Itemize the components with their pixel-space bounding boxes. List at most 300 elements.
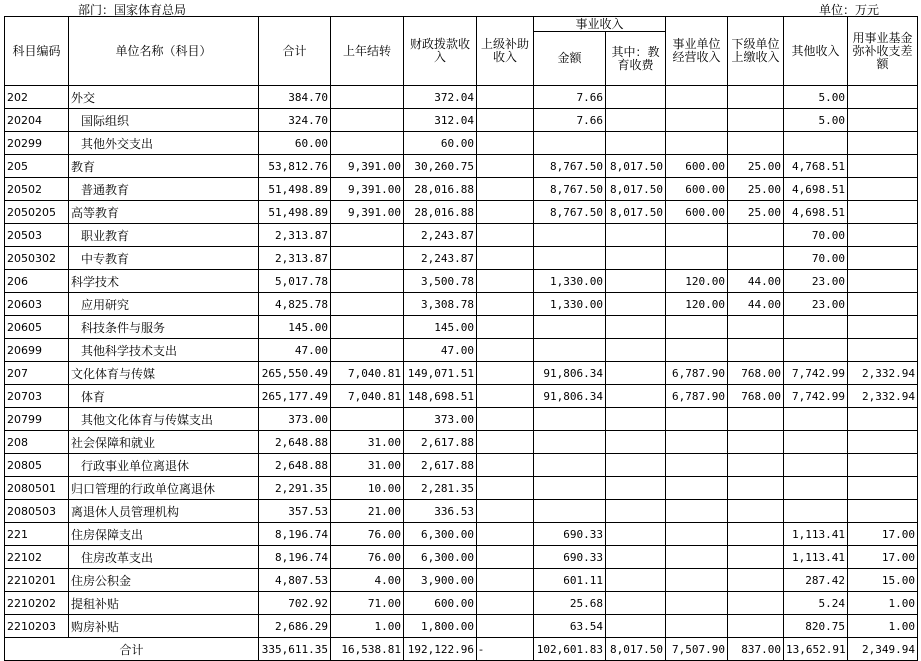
cell-superior [477,569,534,592]
cell-name: 购房补贴 [69,615,259,638]
cell-edu [606,454,666,477]
cell-subordinate [728,339,784,362]
cell-other: 23.00 [784,293,848,316]
cell-edu [606,477,666,500]
cell-name: 外交 [69,86,259,109]
cell-carryover [331,408,404,431]
table-row [5,592,918,615]
cell-other: 23.00 [784,270,848,293]
cell-carryover: 7,040.81 [331,385,404,408]
cell-other: 4,698.51 [784,201,848,224]
cell-name: 体育 [69,385,259,408]
cell-code: 2080503 [5,500,69,523]
cell-subordinate [728,477,784,500]
cell-name: 普通教育 [69,178,259,201]
cell-fund [848,86,918,109]
cell-other: 7,742.99 [784,385,848,408]
cell-edu [606,362,666,385]
cell-code: 2210202 [5,592,69,615]
cell-code: 20204 [5,109,69,132]
table-row [5,546,918,569]
cell-edu [606,339,666,362]
cell-fiscal: 2,243.87 [404,247,477,270]
cell-superior [477,86,534,109]
cell-subordinate [728,408,784,431]
cell-carryover: 31.00 [331,454,404,477]
col-header-business-amount: 金额 [534,32,606,86]
cell-operating: 120.00 [666,270,728,293]
cell-carryover [331,316,404,339]
cell-business: 91,806.34 [534,362,606,385]
cell-subordinate: 768.00 [728,362,784,385]
cell-code: 207 [5,362,69,385]
cell-fund [848,224,918,247]
table-body [5,86,918,638]
cell-superior [477,109,534,132]
cell-fund [848,339,918,362]
cell-name: 教育 [69,155,259,178]
cell-superior [477,408,534,431]
budget-table [4,16,918,661]
cell-fiscal: 600.00 [404,592,477,615]
cell-business [534,454,606,477]
cell-name: 离退休人员管理机构 [69,500,259,523]
cell-other [784,339,848,362]
cell-subordinate: 25.00 [728,178,784,201]
cell-carryover [331,293,404,316]
cell-edu [606,615,666,638]
department-label: 部门：国家体育总局 [78,3,187,17]
table-row [5,339,918,362]
cell-subordinate [728,569,784,592]
cell-total: 53,812.76 [259,155,331,178]
table-row [5,316,918,339]
cell-total: 324.70 [259,109,331,132]
cell-business [534,247,606,270]
cell-business [534,431,606,454]
col-header-superior: 上级补助收入 [477,17,534,86]
cell-operating: 6,787.90 [666,362,728,385]
cell-business: 601.11 [534,569,606,592]
cell-fund [848,454,918,477]
cell-fiscal: 6,300.00 [404,546,477,569]
cell-operating [666,523,728,546]
cell-carryover [331,224,404,247]
unit-label: 单位：万元 [819,3,880,17]
total-label: 合计 [5,638,259,661]
cell-edu: 8,017.50 [606,201,666,224]
cell-fiscal: 60.00 [404,132,477,155]
cell-operating [666,431,728,454]
cell-name: 科学技术 [69,270,259,293]
cell-code: 20603 [5,293,69,316]
cell-operating [666,132,728,155]
total-cell-operating: 7,507.90 [666,638,728,661]
report-header [0,0,921,16]
cell-carryover [331,86,404,109]
cell-business: 8,767.50 [534,178,606,201]
col-header-code: 科目编码 [5,17,69,86]
cell-fiscal: 2,617.88 [404,431,477,454]
cell-superior [477,247,534,270]
cell-fund: 1.00 [848,615,918,638]
cell-fund [848,477,918,500]
cell-edu: 8,017.50 [606,155,666,178]
cell-name: 中专教育 [69,247,259,270]
cell-operating [666,454,728,477]
cell-fiscal: 372.04 [404,86,477,109]
cell-fiscal: 28,016.88 [404,201,477,224]
cell-business: 63.54 [534,615,606,638]
cell-subordinate [728,500,784,523]
cell-fiscal: 47.00 [404,339,477,362]
cell-subordinate [728,316,784,339]
total-cell-subordinate: 837.00 [728,638,784,661]
cell-edu [606,569,666,592]
cell-code: 20503 [5,224,69,247]
cell-total: 2,648.88 [259,454,331,477]
cell-superior [477,592,534,615]
cell-fund [848,408,918,431]
cell-name: 住房改革支出 [69,546,259,569]
cell-operating [666,569,728,592]
cell-fund [848,316,918,339]
cell-code: 20502 [5,178,69,201]
cell-carryover: 1.00 [331,615,404,638]
cell-fund [848,155,918,178]
cell-subordinate [728,247,784,270]
cell-other [784,132,848,155]
table-row [5,201,918,224]
cell-fund [848,201,918,224]
cell-total: 2,313.87 [259,247,331,270]
cell-other: 820.75 [784,615,848,638]
cell-name: 住房公积金 [69,569,259,592]
cell-carryover: 76.00 [331,523,404,546]
cell-superior [477,270,534,293]
table-row [5,500,918,523]
cell-carryover: 76.00 [331,546,404,569]
cell-business: 690.33 [534,523,606,546]
cell-fiscal: 373.00 [404,408,477,431]
cell-other: 70.00 [784,224,848,247]
cell-fiscal: 3,308.78 [404,293,477,316]
cell-carryover [331,339,404,362]
cell-fiscal: 2,281.35 [404,477,477,500]
cell-total: 384.70 [259,86,331,109]
col-header-business-group: 事业收入 [534,17,666,32]
cell-edu [606,523,666,546]
table-row [5,454,918,477]
cell-code: 22102 [5,546,69,569]
cell-operating [666,408,728,431]
cell-total: 265,177.49 [259,385,331,408]
cell-carryover [331,109,404,132]
cell-edu [606,132,666,155]
cell-subordinate: 25.00 [728,201,784,224]
cell-code: 221 [5,523,69,546]
cell-total: 51,498.89 [259,178,331,201]
cell-operating [666,500,728,523]
table-row [5,293,918,316]
table-row [5,362,918,385]
cell-total: 51,498.89 [259,201,331,224]
cell-fund [848,132,918,155]
cell-business: 91,806.34 [534,385,606,408]
col-header-operating: 事业单位经营收入 [666,17,728,86]
cell-name: 其他文化体育与传媒支出 [69,408,259,431]
cell-edu [606,316,666,339]
total-cell-fiscal: 192,122.96 [404,638,477,661]
cell-carryover: 9,391.00 [331,155,404,178]
cell-operating [666,592,728,615]
cell-carryover [331,132,404,155]
cell-business [534,339,606,362]
cell-edu [606,86,666,109]
cell-superior [477,362,534,385]
cell-operating [666,109,728,132]
cell-business: 1,330.00 [534,293,606,316]
cell-name: 国际组织 [69,109,259,132]
cell-code: 20805 [5,454,69,477]
cell-edu [606,224,666,247]
cell-code: 205 [5,155,69,178]
cell-name: 住房保障支出 [69,523,259,546]
cell-business [534,500,606,523]
cell-superior [477,431,534,454]
total-cell-carryover: 16,538.81 [331,638,404,661]
cell-superior [477,500,534,523]
table-row [5,408,918,431]
total-cell-superior: - [477,638,534,661]
cell-name: 科技条件与服务 [69,316,259,339]
cell-operating [666,316,728,339]
cell-code: 2050205 [5,201,69,224]
cell-business: 1,330.00 [534,270,606,293]
table-row [5,247,918,270]
cell-operating [666,477,728,500]
cell-operating: 600.00 [666,201,728,224]
cell-fund: 2,332.94 [848,362,918,385]
cell-total: 4,807.53 [259,569,331,592]
cell-edu [606,431,666,454]
cell-fiscal: 30,260.75 [404,155,477,178]
cell-name: 文化体育与传媒 [69,362,259,385]
cell-code: 208 [5,431,69,454]
cell-fund [848,293,918,316]
cell-carryover: 71.00 [331,592,404,615]
cell-superior [477,293,534,316]
cell-name: 归口管理的行政单位离退休 [69,477,259,500]
cell-other: 4,768.51 [784,155,848,178]
col-header-subordinate: 下级单位上缴收入 [728,17,784,86]
cell-superior [477,615,534,638]
cell-superior [477,155,534,178]
cell-business [534,224,606,247]
cell-edu: 8,017.50 [606,178,666,201]
cell-operating: 600.00 [666,155,728,178]
cell-code: 20799 [5,408,69,431]
cell-fund [848,270,918,293]
table-row [5,86,918,109]
cell-carryover: 9,391.00 [331,201,404,224]
cell-code: 202 [5,86,69,109]
cell-operating: 600.00 [666,178,728,201]
cell-subordinate [728,132,784,155]
cell-business: 8,767.50 [534,201,606,224]
cell-business: 690.33 [534,546,606,569]
total-cell-total: 335,611.35 [259,638,331,661]
table-row [5,385,918,408]
cell-fund: 1.00 [848,592,918,615]
cell-code: 2080501 [5,477,69,500]
cell-edu [606,293,666,316]
cell-total: 2,291.35 [259,477,331,500]
cell-name: 应用研究 [69,293,259,316]
table-row [5,224,918,247]
total-cell-fund: 2,349.94 [848,638,918,661]
cell-other [784,454,848,477]
total-cell-edu: 8,017.50 [606,638,666,661]
cell-carryover [331,247,404,270]
cell-total: 145.00 [259,316,331,339]
cell-subordinate [728,592,784,615]
col-header-other: 其他收入 [784,17,848,86]
cell-code: 20605 [5,316,69,339]
cell-edu [606,546,666,569]
col-header-business-edu: 其中：教育收费 [606,32,666,86]
cell-superior [477,523,534,546]
cell-total: 2,686.29 [259,615,331,638]
cell-total: 265,550.49 [259,362,331,385]
cell-code: 20299 [5,132,69,155]
table-row [5,523,918,546]
cell-edu [606,385,666,408]
cell-superior [477,546,534,569]
cell-fund: 17.00 [848,546,918,569]
cell-fund: 2,332.94 [848,385,918,408]
cell-fund: 15.00 [848,569,918,592]
cell-subordinate [728,615,784,638]
cell-operating: 6,787.90 [666,385,728,408]
table-row [5,109,918,132]
cell-subordinate: 25.00 [728,155,784,178]
cell-business: 25.68 [534,592,606,615]
cell-fiscal: 3,900.00 [404,569,477,592]
cell-subordinate [728,224,784,247]
cell-superior [477,224,534,247]
cell-operating [666,86,728,109]
cell-code: 20703 [5,385,69,408]
cell-fiscal: 148,698.51 [404,385,477,408]
cell-fiscal: 149,071.51 [404,362,477,385]
col-header-carryover: 上年结转 [331,17,404,86]
cell-fund: 17.00 [848,523,918,546]
col-header-total: 合计 [259,17,331,86]
cell-code: 20699 [5,339,69,362]
cell-fiscal: 6,300.00 [404,523,477,546]
cell-name: 职业教育 [69,224,259,247]
table-row [5,270,918,293]
cell-edu [606,270,666,293]
cell-code: 206 [5,270,69,293]
cell-operating: 120.00 [666,293,728,316]
cell-carryover: 4.00 [331,569,404,592]
cell-subordinate [728,109,784,132]
cell-total: 2,648.88 [259,431,331,454]
cell-edu [606,247,666,270]
cell-business [534,408,606,431]
table-row [5,132,918,155]
cell-total: 5,017.78 [259,270,331,293]
cell-other [784,408,848,431]
cell-total: 47.00 [259,339,331,362]
cell-fund [848,431,918,454]
cell-total: 8,196.74 [259,546,331,569]
table-row [5,615,918,638]
col-header-fund: 用事业基金弥补收支差额 [848,17,918,86]
cell-business [534,316,606,339]
cell-code: 2210201 [5,569,69,592]
cell-superior [477,132,534,155]
cell-edu [606,500,666,523]
cell-total: 60.00 [259,132,331,155]
col-header-name: 单位名称（科目） [69,17,259,86]
cell-fiscal: 2,617.88 [404,454,477,477]
cell-code: 2050302 [5,247,69,270]
table-row [5,155,918,178]
cell-operating [666,615,728,638]
cell-name: 社会保障和就业 [69,431,259,454]
total-row [5,638,918,661]
cell-superior [477,316,534,339]
table-row [5,569,918,592]
cell-total: 373.00 [259,408,331,431]
cell-fiscal: 312.04 [404,109,477,132]
cell-subordinate: 44.00 [728,293,784,316]
cell-other: 1,113.41 [784,546,848,569]
cell-total: 2,313.87 [259,224,331,247]
cell-subordinate: 44.00 [728,270,784,293]
cell-edu [606,408,666,431]
cell-business: 8,767.50 [534,155,606,178]
cell-fiscal: 3,500.78 [404,270,477,293]
table-row [5,178,918,201]
cell-fund [848,500,918,523]
cell-carryover: 9,391.00 [331,178,404,201]
col-header-fiscal: 财政拨款收入 [404,17,477,86]
cell-other: 70.00 [784,247,848,270]
cell-subordinate [728,431,784,454]
cell-subordinate [728,546,784,569]
cell-fiscal: 28,016.88 [404,178,477,201]
cell-carryover: 10.00 [331,477,404,500]
cell-other [784,431,848,454]
cell-operating [666,247,728,270]
cell-business [534,477,606,500]
cell-superior [477,178,534,201]
cell-operating [666,339,728,362]
cell-other: 7,742.99 [784,362,848,385]
cell-subordinate [728,86,784,109]
cell-name: 其他科学技术支出 [69,339,259,362]
cell-code: 2210203 [5,615,69,638]
cell-other [784,316,848,339]
cell-total: 4,825.78 [259,293,331,316]
cell-business: 7.66 [534,86,606,109]
cell-other: 4,698.51 [784,178,848,201]
cell-operating [666,224,728,247]
